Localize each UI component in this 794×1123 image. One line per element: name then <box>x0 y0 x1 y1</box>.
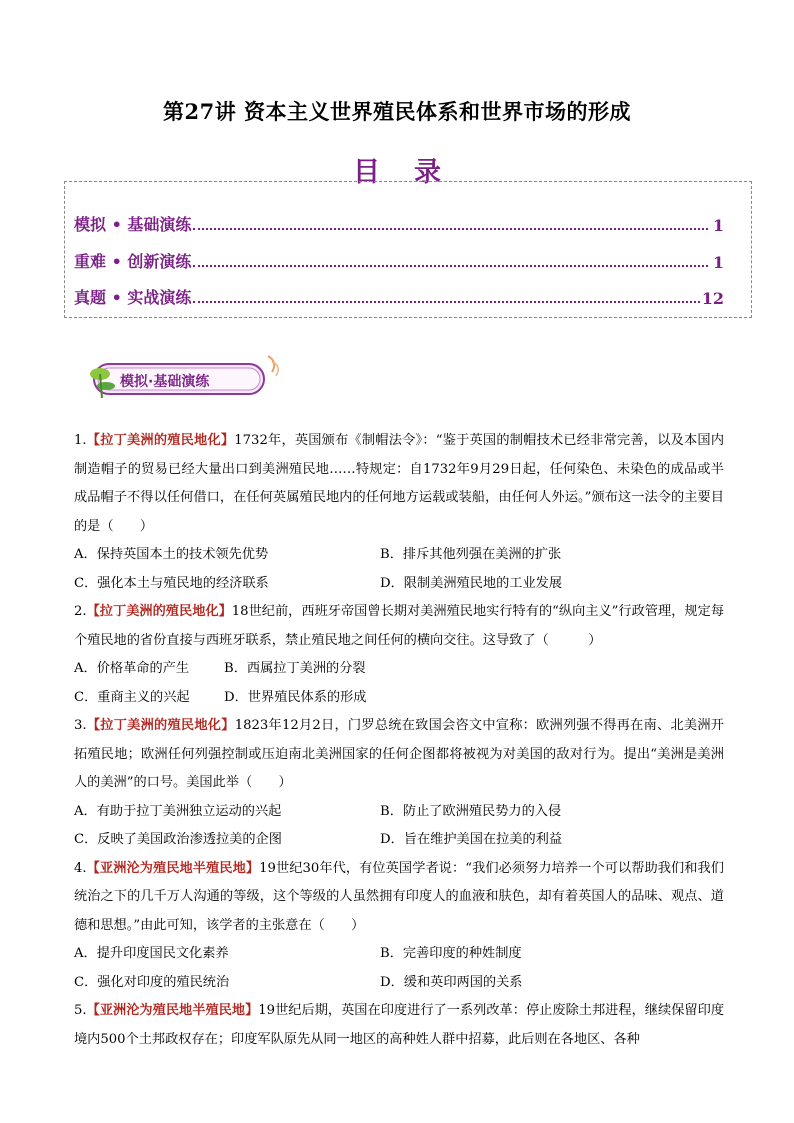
option-b[interactable]: B．西属拉丁美洲的分裂 <box>224 661 366 676</box>
section-badge <box>86 352 286 404</box>
question <box>74 855 724 941</box>
option-a[interactable]: A．有助于拉丁美洲独立运动的兴起 <box>74 803 282 819</box>
option-row <box>74 969 724 998</box>
question <box>74 598 724 655</box>
option-b[interactable]: B．完善印度的种姓制度 <box>380 946 522 961</box>
option-c[interactable]: C．重商主义的兴起 <box>74 689 190 705</box>
option-row <box>74 570 724 599</box>
page-title: 第27讲 资本主义世界殖民体系和世界市场的形成 <box>162 99 632 124</box>
question-stem: 19世纪后期，英国在印度进行了一系列改革：停止废除土邦进程，继续保留印度境内500个土邦政权存在；印度军队原先从同一地区的高种姓人群中招募，此后则在各地区、各种 <box>74 1003 725 1047</box>
option-d[interactable]: D．限制美洲殖民地的工业发展 <box>380 575 563 591</box>
toc-item[interactable] <box>74 249 724 272</box>
option-d[interactable]: D．世界殖民体系的形成 <box>224 689 367 705</box>
question <box>74 712 724 798</box>
option-c[interactable]: C．反映了美国政治渗透拉美的企图 <box>74 832 282 847</box>
option-row <box>74 798 724 827</box>
question-topic-tag: 【拉丁美洲的殖民地化】 <box>86 718 235 733</box>
toc-leader-dots <box>193 300 699 303</box>
question-list <box>74 427 724 1054</box>
option-a[interactable]: A．保持英国本土的技术领先优势 <box>74 547 269 562</box>
toc-item[interactable] <box>74 285 724 308</box>
toc-item-page: 12 <box>701 289 724 308</box>
toc-item-page: 1 <box>712 253 724 272</box>
toc-box <box>64 181 752 318</box>
question-stem: 19世纪30年代，有位英国学者说：“我们必须努力培养一个可以帮助我们和我们统治之下的几千万人沟通的等级，这个等级的人虽然拥有印度人的血液和肤色，却有着英国人的品味、观点、道德和思想。”由此可知，该学者的主张意在（ ） <box>74 860 724 933</box>
question-number: 1. <box>74 433 87 448</box>
question-topic-tag: 【拉丁美洲的殖民地化】 <box>86 433 235 448</box>
question-topic-tag: 【拉丁美洲的殖民地化】 <box>86 604 232 619</box>
toc-item-label: 模拟 • 基础演练 <box>74 215 192 234</box>
question-number: 3. <box>74 718 87 733</box>
option-row <box>74 655 724 684</box>
question-number: 5. <box>74 1003 87 1018</box>
question <box>74 997 724 1054</box>
question-stem: 1823年12月2日，门罗总统在致国会咨文中宣称：欧洲列强不得再在南、北美洲开拓殖民地；欧洲任何列强控制或压迫南北美洲国家的任何企图都将被视为对美国的敌对行为。提出“美洲是美洲人的美洲”的口号。美国此举（ ） <box>74 718 724 790</box>
option-c[interactable]: C．强化对印度的殖民统治 <box>74 974 230 990</box>
question-stem: 18世纪前，西班牙帝国曾长期对美洲殖民地实行特有的“纵向主义”行政管理，规定每个殖民地的省份直接与西班牙联系，禁止殖民地之间任何的横向交往。这导致了（ ） <box>74 604 725 648</box>
toc-leader-dots <box>193 264 708 267</box>
toc-item[interactable] <box>74 212 724 235</box>
toc-item-label: 真题 • 实战演练 <box>74 288 192 307</box>
option-row <box>74 940 724 969</box>
toc-item-label: 重难 • 创新演练 <box>74 252 192 271</box>
toc-item-page: 1 <box>712 216 724 235</box>
option-row <box>74 826 724 855</box>
section-badge-label: 模拟·基础演练 <box>120 374 210 390</box>
option-a[interactable]: A．价格革命的产生 <box>74 661 190 676</box>
option-d[interactable]: D．缓和英印两国的关系 <box>380 974 523 990</box>
question-stem: 1732年，英国颁布《制帽法令》：“鉴于英国的制帽技术已经非常完善，以及本国内制造帽子的贸易已经大量出口到美洲殖民地……特规定：自1732年9月29日起，任何染色、未染色的成品或半成品帽子不得以任何借口，在任何英属殖民地内的任何地方运载或装船，由任何人外运。”颁布这一法令的主要目的是（ ） <box>74 433 725 534</box>
question-topic-tag: 【亚洲沦为殖民地半殖民地】 <box>86 1003 259 1018</box>
option-row <box>74 684 724 713</box>
question-number: 2. <box>74 604 87 619</box>
question <box>74 427 724 541</box>
option-d[interactable]: D．旨在维护美国在拉美的利益 <box>380 832 563 847</box>
question-number: 4. <box>74 860 87 876</box>
question-topic-tag: 【亚洲沦为殖民地半殖民地】 <box>86 860 260 876</box>
toc-heading: 目录 <box>353 157 475 188</box>
option-c[interactable]: C．强化本土与殖民地的经济联系 <box>74 575 269 591</box>
option-b[interactable]: B．防止了欧洲殖民势力的入侵 <box>380 803 562 819</box>
option-row <box>74 541 724 570</box>
option-a[interactable]: A．提升印度国民文化素养 <box>74 946 229 961</box>
toc-leader-dots <box>193 227 708 230</box>
option-b[interactable]: B．排斥其他列强在美洲的扩张 <box>380 547 562 562</box>
